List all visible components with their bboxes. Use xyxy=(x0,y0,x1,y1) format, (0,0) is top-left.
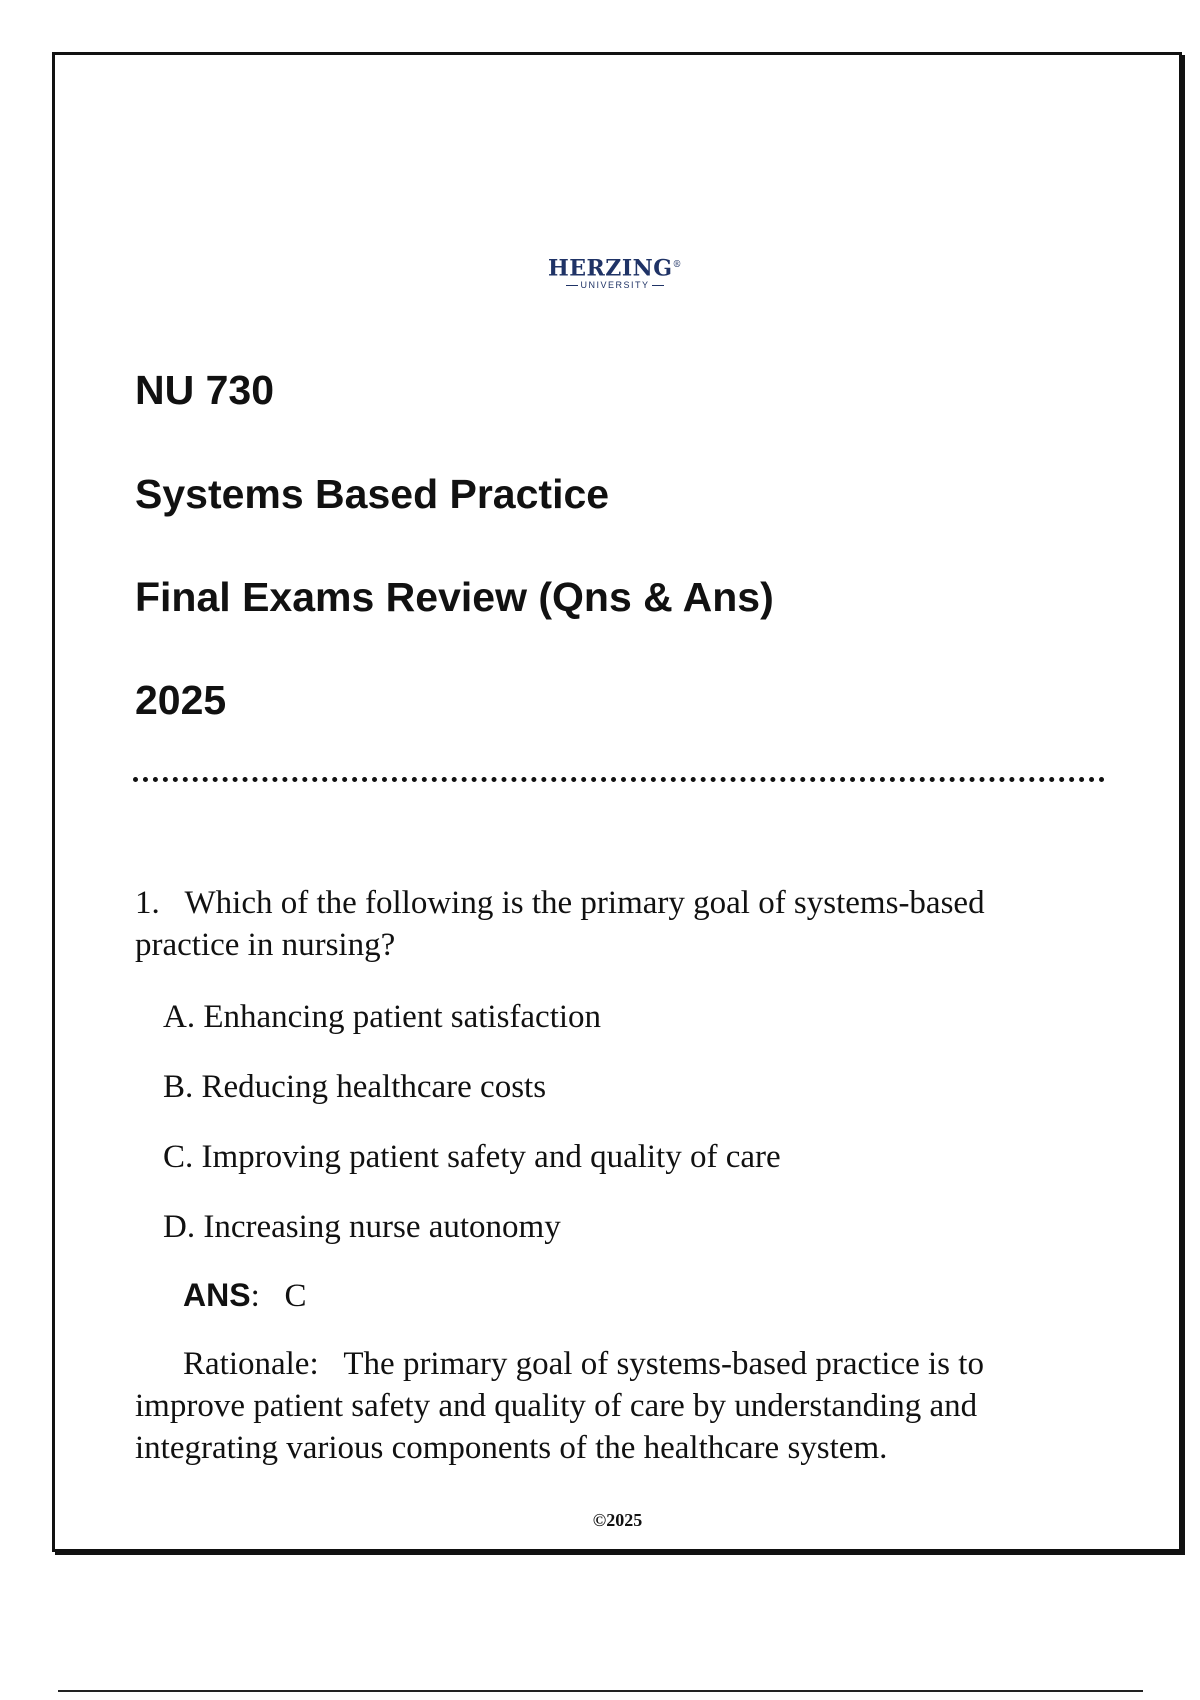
course-title: Systems Based Practice xyxy=(135,471,610,517)
answer-label: ANS xyxy=(183,1277,251,1313)
document-year: 2025 xyxy=(135,677,227,723)
logo-subtitle: UNIVERSITY xyxy=(0,280,1200,290)
option-c: C. Improving patient safety and quality of care xyxy=(163,1139,781,1175)
bottom-rule xyxy=(58,1690,1143,1692)
course-code: NU 730 xyxy=(135,367,275,413)
document-title: Final Exams Review (Qns & Ans) xyxy=(135,574,774,620)
herzing-logo xyxy=(0,253,1200,290)
rationale-label: Rationale: xyxy=(183,1346,319,1382)
logo-title: HERZING® xyxy=(547,255,683,282)
dotted-divider xyxy=(133,777,1105,782)
question-number: 1. xyxy=(135,885,160,921)
option-a: A. Enhancing patient satisfaction xyxy=(163,999,602,1035)
question-body: Which of the following is the primary goal of systems-based practice in nursing? xyxy=(135,885,985,963)
rationale-text: The primary goal of systems-based practice is to improve patient safety and quality of care by understanding and integrating various components of the healthcare system. xyxy=(135,1346,984,1466)
answer-value: C xyxy=(284,1278,307,1314)
option-b: B. Reducing healthcare costs xyxy=(163,1069,547,1105)
answer-line: ANS: C xyxy=(183,1277,307,1314)
option-d: D. Increasing nurse autonomy xyxy=(163,1209,561,1245)
rationale xyxy=(135,1343,1095,1469)
copyright-footer: ©2025 xyxy=(592,1510,643,1530)
question-text xyxy=(135,882,1095,966)
